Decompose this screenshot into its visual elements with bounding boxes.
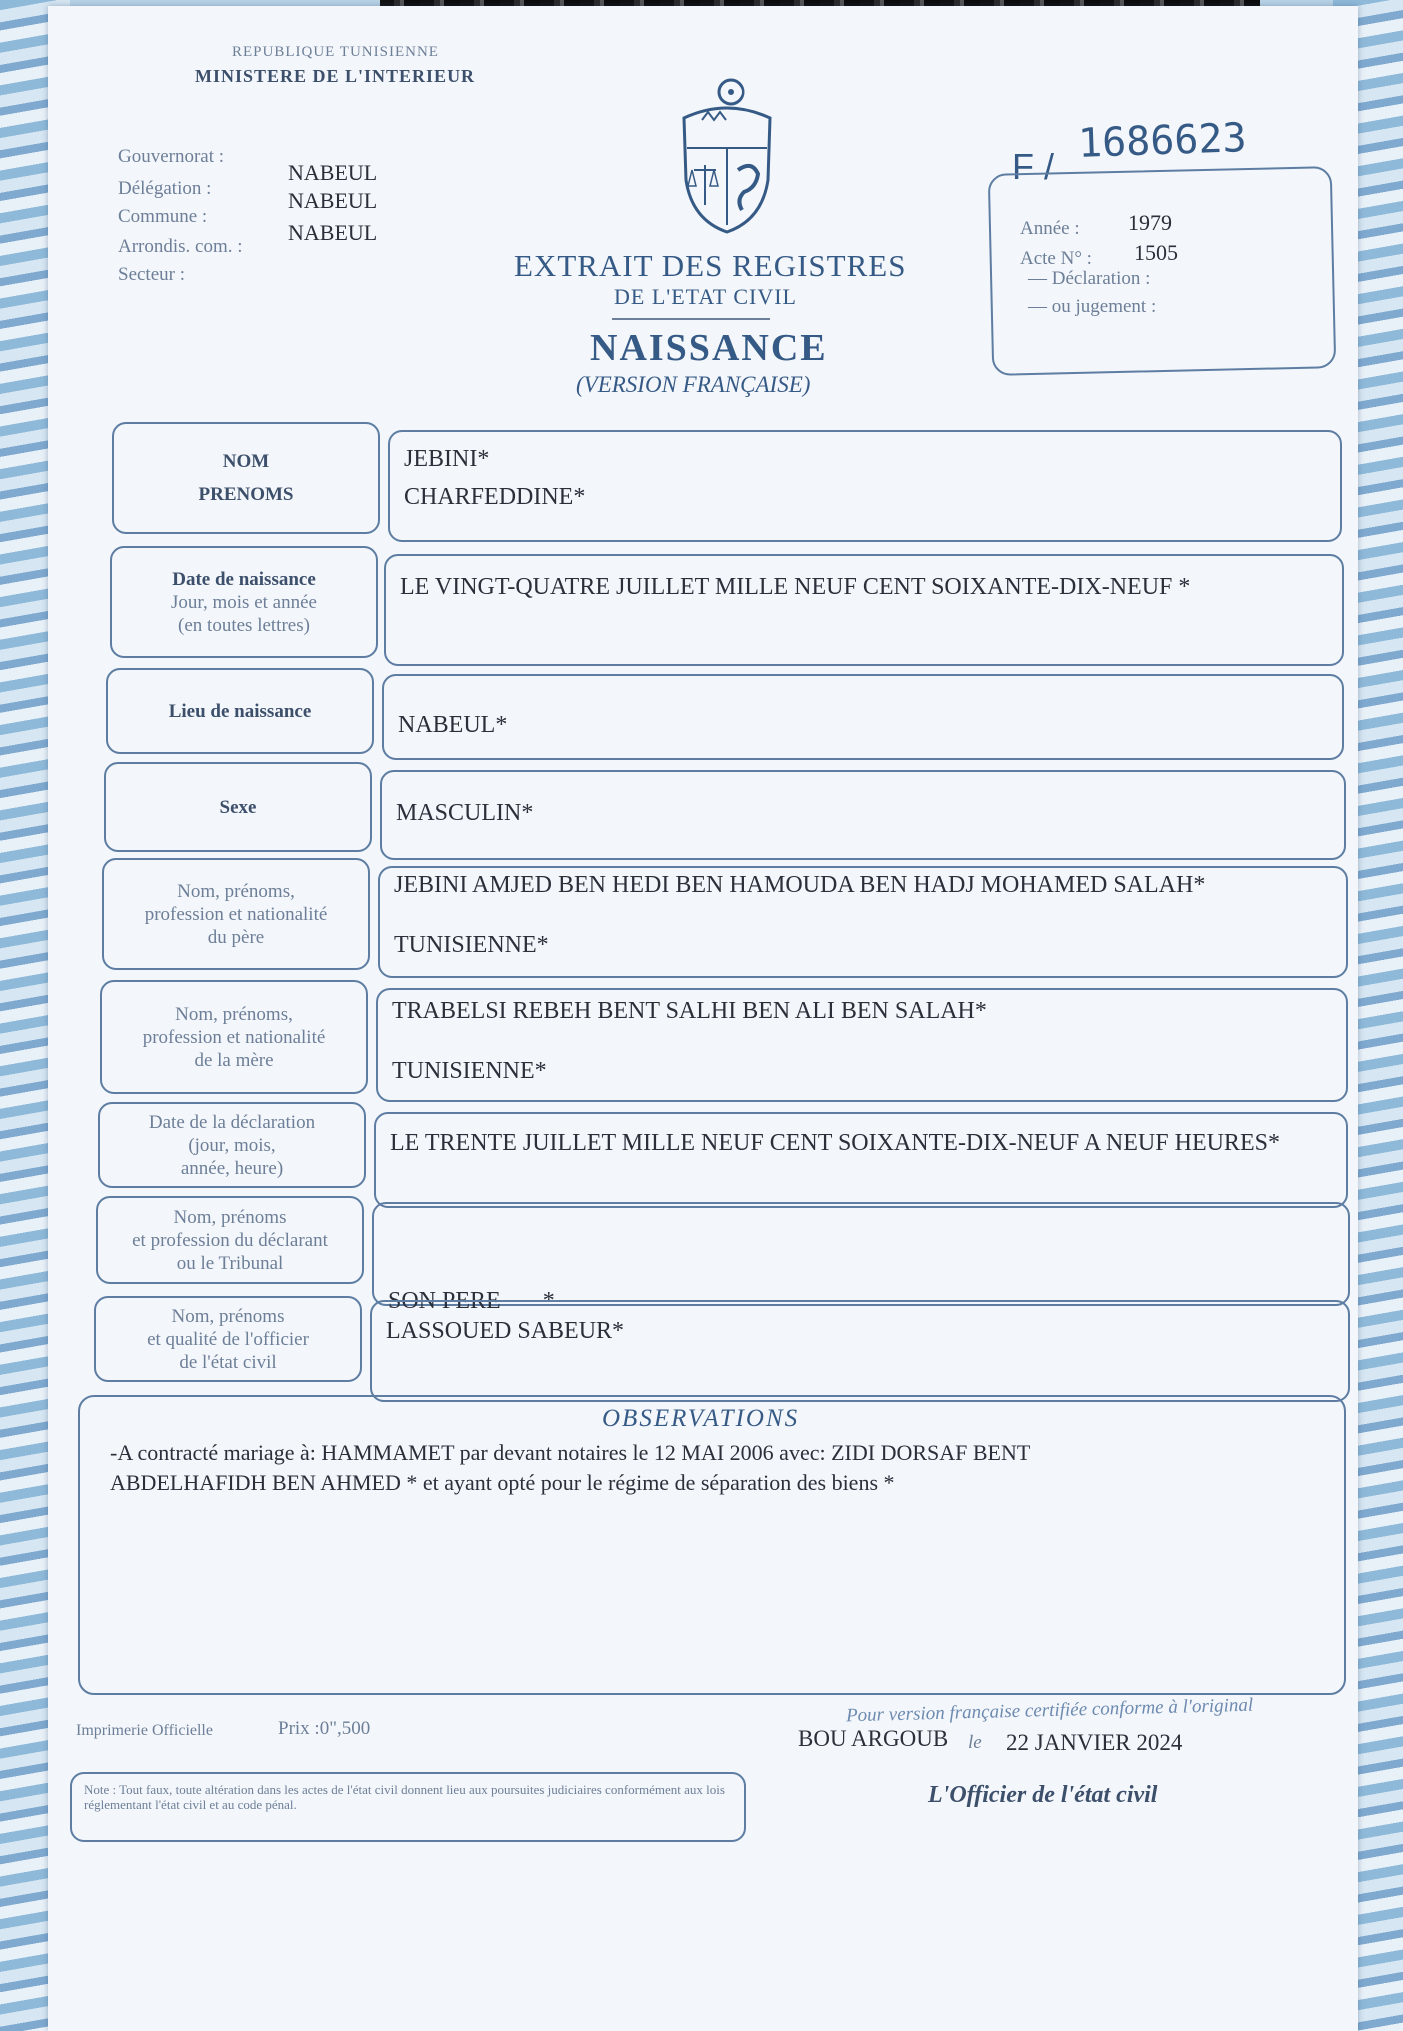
declarant-label-box — [96, 1196, 364, 1284]
commune-label: Commune : — [118, 206, 208, 227]
delegation-value: NABEUL — [288, 188, 378, 213]
title-divider — [612, 318, 770, 320]
pere-value-box — [378, 866, 1348, 978]
tunisia-coat-of-arms-icon — [672, 70, 782, 240]
mere-value-nationality: TUNISIENNE* — [392, 1058, 547, 1084]
declaration-date-label-1: Date de la déclaration — [148, 1111, 316, 1133]
gouvernorat-label: Gouvernorat : — [118, 146, 225, 167]
ministry-label: MINISTERE DE L'INTERIEUR — [195, 66, 476, 86]
declaration-date-value-box — [374, 1112, 1348, 1208]
legal-note — [70, 1772, 746, 1842]
certification-text: Pour version française certifiée conforme à l'original — [845, 1694, 1254, 1727]
document-subtitle: DE L'ETAT CIVIL — [614, 284, 797, 309]
issue-date: 22 JANVIER 2024 — [1006, 1730, 1183, 1755]
annee-value: 1979 — [1128, 210, 1172, 235]
serial-number: 1686623 — [1077, 115, 1248, 167]
officier-value-box — [370, 1300, 1350, 1402]
officier-label-2: et qualité de l'officier — [147, 1328, 309, 1350]
lieu-label: Lieu de naissance — [168, 700, 312, 722]
officier-value: LASSOUED SABEUR* — [386, 1318, 625, 1344]
date-naissance-sub1: Jour, mois et année — [171, 591, 317, 613]
mere-label-3: de la mère — [194, 1049, 274, 1071]
officier-label-3: de l'état civil — [179, 1351, 277, 1373]
sexe-value-box — [380, 770, 1346, 860]
document-title: EXTRAIT DES REGISTRES — [514, 248, 907, 283]
officer-signature-label: L'Officier de l'état civil — [928, 1782, 1158, 1808]
date-naissance-label-box — [110, 546, 378, 658]
jugement-label: — ou jugement : — [1028, 296, 1157, 317]
mere-value-box — [376, 988, 1348, 1102]
annee-label: Année : — [1020, 218, 1080, 239]
date-naissance-value: LE VINGT-QUATRE JUILLET MILLE NEUF CENT SOIXANTE-DIX-NEUF * — [400, 574, 1191, 600]
lieu-value: NABEUL* — [398, 712, 508, 738]
declaration-date-label-3: année, heure) — [180, 1157, 284, 1179]
mere-value-names: TRABELSI REBEH BENT SALHI BEN ALI BEN SALAH* — [392, 998, 987, 1024]
date-naissance-sub2: (en toutes lettres) — [178, 614, 310, 636]
prenoms-label: PRENOMS — [198, 484, 294, 505]
secteur-label: Secteur : — [118, 264, 186, 285]
declarant-value: SON PERE * — [388, 1288, 555, 1314]
nom-label: NOM — [222, 451, 270, 472]
date-naissance-value-box — [384, 554, 1344, 666]
acte-number-value: 1505 — [1134, 240, 1178, 265]
mere-label-box — [100, 980, 368, 1094]
version-label: (VERSION FRANÇAISE) — [576, 372, 811, 397]
naissance-heading: NAISSANCE — [590, 327, 828, 369]
pere-value-names: JEBINI AMJED BEN HEDI BEN HAMOUDA BEN HADJ MOHAMED SALAH* — [394, 872, 1206, 898]
pere-label-box — [102, 858, 370, 970]
date-naissance-label: Date de naissance — [172, 568, 316, 590]
arrondissement-label: Arrondis. com. : — [118, 236, 243, 257]
sexe-label-box — [104, 762, 372, 852]
mere-label-2: profession et nationalité — [142, 1026, 326, 1048]
nom-prenoms-value-box — [388, 430, 1342, 542]
pere-value-nationality: TUNISIENNE* — [394, 932, 549, 958]
le-label: le — [968, 1732, 982, 1753]
nom-value: JEBINI* — [404, 446, 490, 472]
mere-label-1: Nom, prénoms, — [175, 1003, 293, 1025]
place-value: BOU ARGOUB — [798, 1726, 949, 1751]
legal-note-text: Note : Tout faux, toute altération dans les actes de l'état civil donnent lieu aux poursuites judiciaires conformément aux lois réglementant l'état civil et au code pénal. — [84, 1782, 725, 1812]
acte-number-label: Acte N° : — [1020, 248, 1092, 269]
lieu-label-box — [106, 668, 374, 754]
declarant-value-box — [372, 1202, 1350, 1314]
pere-label-3: du père — [207, 926, 265, 948]
republic-label: REPUBLIQUE TUNISIENNE — [232, 44, 439, 60]
declaration-date-label-box — [98, 1102, 366, 1188]
gouvernorat-value: NABEUL — [288, 160, 378, 185]
prenoms-value: CHARFEDDINE* — [404, 484, 586, 510]
delegation-label: Délégation : — [118, 178, 212, 199]
declarant-label-2: et profession du déclarant — [132, 1229, 328, 1251]
imprimerie-label: Imprimerie Officielle — [76, 1722, 213, 1739]
price-label: Prix :0",500 — [278, 1718, 371, 1739]
declaration-label: — Déclaration : — [1028, 268, 1151, 289]
pere-label-2: profession et nationalité — [144, 903, 328, 925]
nom-prenoms-label-box — [112, 422, 380, 534]
officier-label-1: Nom, prénoms — [171, 1305, 285, 1327]
serial-prefix: F / — [1012, 146, 1054, 187]
commune-value: NABEUL — [288, 220, 378, 245]
declarant-label-3: ou le Tribunal — [176, 1252, 284, 1274]
declaration-date-value: LE TRENTE JUILLET MILLE NEUF CENT SOIXANTE-DIX-NEUF A NEUF HEURES* — [390, 1130, 1280, 1156]
sexe-label: Sexe — [219, 796, 257, 818]
officier-label-box — [94, 1296, 362, 1382]
pere-label-1: Nom, prénoms, — [177, 880, 295, 902]
observations-title: OBSERVATIONS — [602, 1405, 800, 1432]
declarant-label-1: Nom, prénoms — [173, 1206, 287, 1228]
observations-text: -A contracté mariage à: HAMMAMET par devant notaires le 12 MAI 2006 avec: ZIDI DORSAF BENT ABDELHAFIDH BEN AHMED * et ayant opté pour le régime de séparation des biens * — [110, 1440, 1030, 1495]
declaration-date-label-2: (jour, mois, — [188, 1134, 276, 1156]
lieu-value-box — [382, 674, 1344, 760]
sexe-value: MASCULIN* — [396, 800, 534, 826]
